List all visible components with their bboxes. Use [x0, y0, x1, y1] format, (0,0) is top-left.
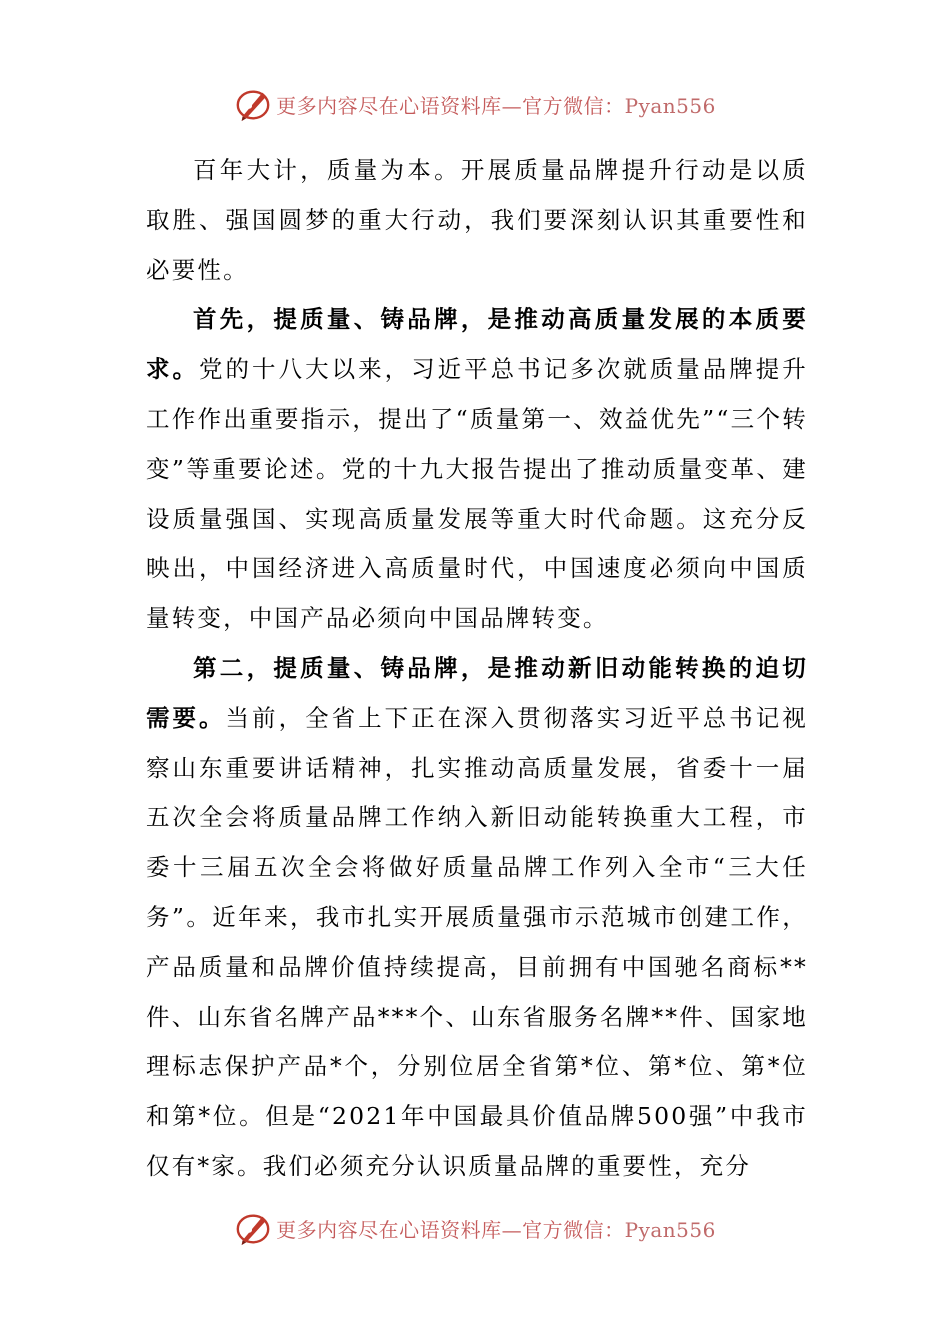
banner-text: 更多内容尽在心语资料库—官方微信： [276, 1217, 625, 1242]
paragraph-text: 当前，全省上下正在深入贯彻落实习近平总书记视察山东重要讲话精神，扎实推动高质量发展，省委十一届五次全会将质量品牌工作纳入新旧动能转换重大工程，市委十三届五次全会将做好质量品牌工作列入全市“三大任务”。近年来，我市扎实开展质量强市示范城市创建工作，产品质量和品牌价值持续提高，目前拥有中国驰名商标**件、山东省名牌产品***个、山东省服务名牌**件、国家地理标志保护产品*个，分别位居全省第*位、第*位、第*位和第*位。但是“2021年中国最具价值品牌500强”中我市仅有*家。我们必须充分认识质量品牌的重要性，充分 [146, 703, 808, 1180]
banner-text: 更多内容尽在心语资料库—官方微信： [276, 93, 625, 118]
pen-logo-icon [234, 85, 272, 123]
paragraph-1 [146, 146, 808, 295]
paragraph-3 [146, 644, 808, 1192]
paragraph-text: 党的十八大以来，习近平总书记多次就质量品牌提升工作作出重要指示，提出了“质量第一、效益优先”“三个转变”等重要论述。党的十九大报告提出了推动质量变革、建设质量强国、实现高质量发展等重大时代命题。这充分反映出，中国经济进入高质量时代，中国速度必须向中国质量转变，中国产品必须向中国品牌转变。 [146, 355, 808, 633]
header-banner [0, 82, 950, 126]
paragraph-lead: 首先，提质量、铸品牌，是推动高质量发展的本质要求。 [146, 305, 808, 384]
paragraph-text: 百年大计，质量为本。开展质量品牌提升行动是以质取胜、强国圆梦的重大行动，我们要深刻认识其重要性和必要性。 [146, 156, 808, 284]
pen-logo-icon [234, 1209, 272, 1247]
paragraph-lead: 第二，提质量、铸品牌，是推动新旧动能转换的迫切需要。 [146, 653, 808, 732]
document-body [146, 146, 808, 1192]
wechat-id: Pyan556 [624, 1217, 716, 1242]
paragraph-2 [146, 295, 808, 644]
footer-banner [0, 1206, 950, 1250]
wechat-id: Pyan556 [624, 93, 716, 118]
